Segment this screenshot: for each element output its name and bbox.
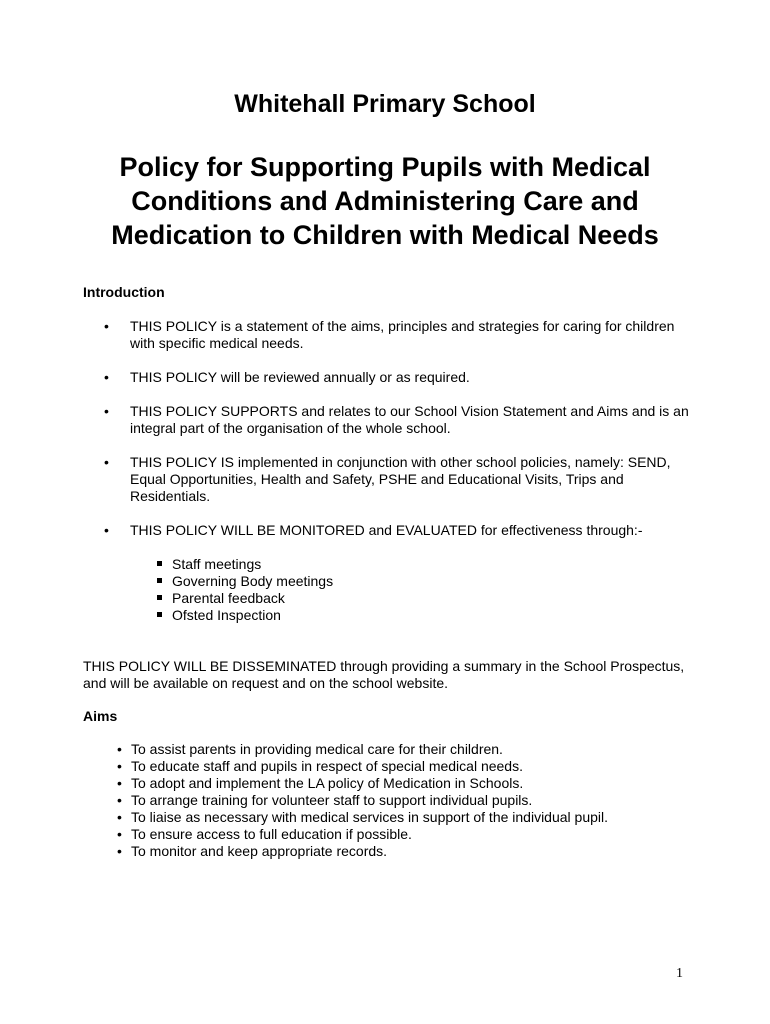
- list-item: [100, 318, 690, 352]
- list-item-text: THIS POLICY will be reviewed annually or as required.: [130, 369, 470, 385]
- sub-list-item: [130, 607, 690, 624]
- sub-list-item-text: Governing Body meetings: [172, 573, 334, 589]
- bullet-icon: •: [104, 318, 109, 334]
- sub-list-item-text: Ofsted Inspection: [172, 607, 281, 623]
- page-number: 1: [676, 966, 683, 981]
- aim-item-text: To ensure access to full education if possible.: [131, 826, 412, 842]
- aim-item-text: To monitor and keep appropriate records.: [131, 843, 388, 859]
- bullet-icon: •: [117, 758, 122, 774]
- aim-item: [117, 775, 677, 792]
- monitoring-list: [130, 556, 690, 624]
- list-item: [100, 369, 690, 386]
- aim-item-text: To adopt and implement the LA policy of Medication in Schools.: [131, 775, 524, 791]
- sub-list-item-text: Staff meetings: [172, 556, 262, 572]
- bullet-icon: •: [117, 775, 122, 791]
- aim-item-text: To educate staff and pupils in respect of special medical needs.: [131, 758, 523, 774]
- introduction-list: [100, 318, 690, 641]
- list-item: [100, 403, 690, 437]
- bullet-icon: •: [104, 522, 109, 538]
- list-item-text: THIS POLICY WILL BE MONITORED and EVALUATED for effectiveness through:-: [130, 522, 643, 538]
- square-bullet-icon: [157, 578, 162, 583]
- aims-heading: Aims: [83, 708, 118, 724]
- aims-list: [117, 741, 677, 860]
- policy-title: Policy for Supporting Pupils with Medical Conditions and Administering Care and Medication to Children with Medical Needs: [111, 152, 659, 250]
- square-bullet-icon: [157, 561, 162, 566]
- aim-item: [117, 843, 677, 860]
- list-item: [100, 522, 690, 624]
- aim-item: [117, 826, 677, 843]
- bullet-icon: •: [117, 826, 122, 842]
- bullet-icon: •: [117, 809, 122, 825]
- bullet-icon: •: [117, 792, 122, 808]
- bullet-icon: •: [104, 403, 109, 419]
- bullet-icon: •: [117, 843, 122, 859]
- aim-item: [117, 792, 677, 809]
- list-item-text: THIS POLICY SUPPORTS and relates to our School Vision Statement and Aims and is an integral part of the organisation of the whole school.: [130, 403, 689, 436]
- sub-list-item-text: Parental feedback: [172, 590, 285, 606]
- square-bullet-icon: [157, 595, 162, 600]
- aim-item-text: To assist parents in providing medical care for their children.: [131, 741, 503, 757]
- school-name: Whitehall Primary School: [234, 90, 536, 118]
- aim-item-text: To arrange training for volunteer staff to support individual pupils.: [131, 792, 533, 808]
- aim-item: [117, 741, 677, 758]
- bullet-icon: •: [104, 454, 109, 470]
- aim-item: [117, 758, 677, 775]
- introduction-heading: Introduction: [83, 284, 165, 300]
- bullet-icon: •: [104, 369, 109, 385]
- aim-item-text: To liaise as necessary with medical services in support of the individual pupil.: [131, 809, 609, 825]
- dissemination-paragraph: THIS POLICY WILL BE DISSEMINATED through providing a summary in the School Prospectus, and will be available on request and on the school website.: [83, 658, 685, 691]
- sub-list-item: [130, 573, 690, 590]
- sub-list-item: [130, 590, 690, 607]
- list-item: [100, 454, 690, 505]
- sub-list-item: [130, 556, 690, 573]
- bullet-icon: •: [117, 741, 122, 757]
- list-item-text: THIS POLICY IS implemented in conjunction with other school policies, namely: SEND, Equal Opportunities, Health and Safety, PSHE and Educational Visits, Trips and Residentials.: [130, 454, 671, 504]
- list-item-text: THIS POLICY is a statement of the aims, principles and strategies for caring for children with specific medical needs.: [130, 318, 675, 351]
- square-bullet-icon: [157, 612, 162, 617]
- aim-item: [117, 809, 677, 826]
